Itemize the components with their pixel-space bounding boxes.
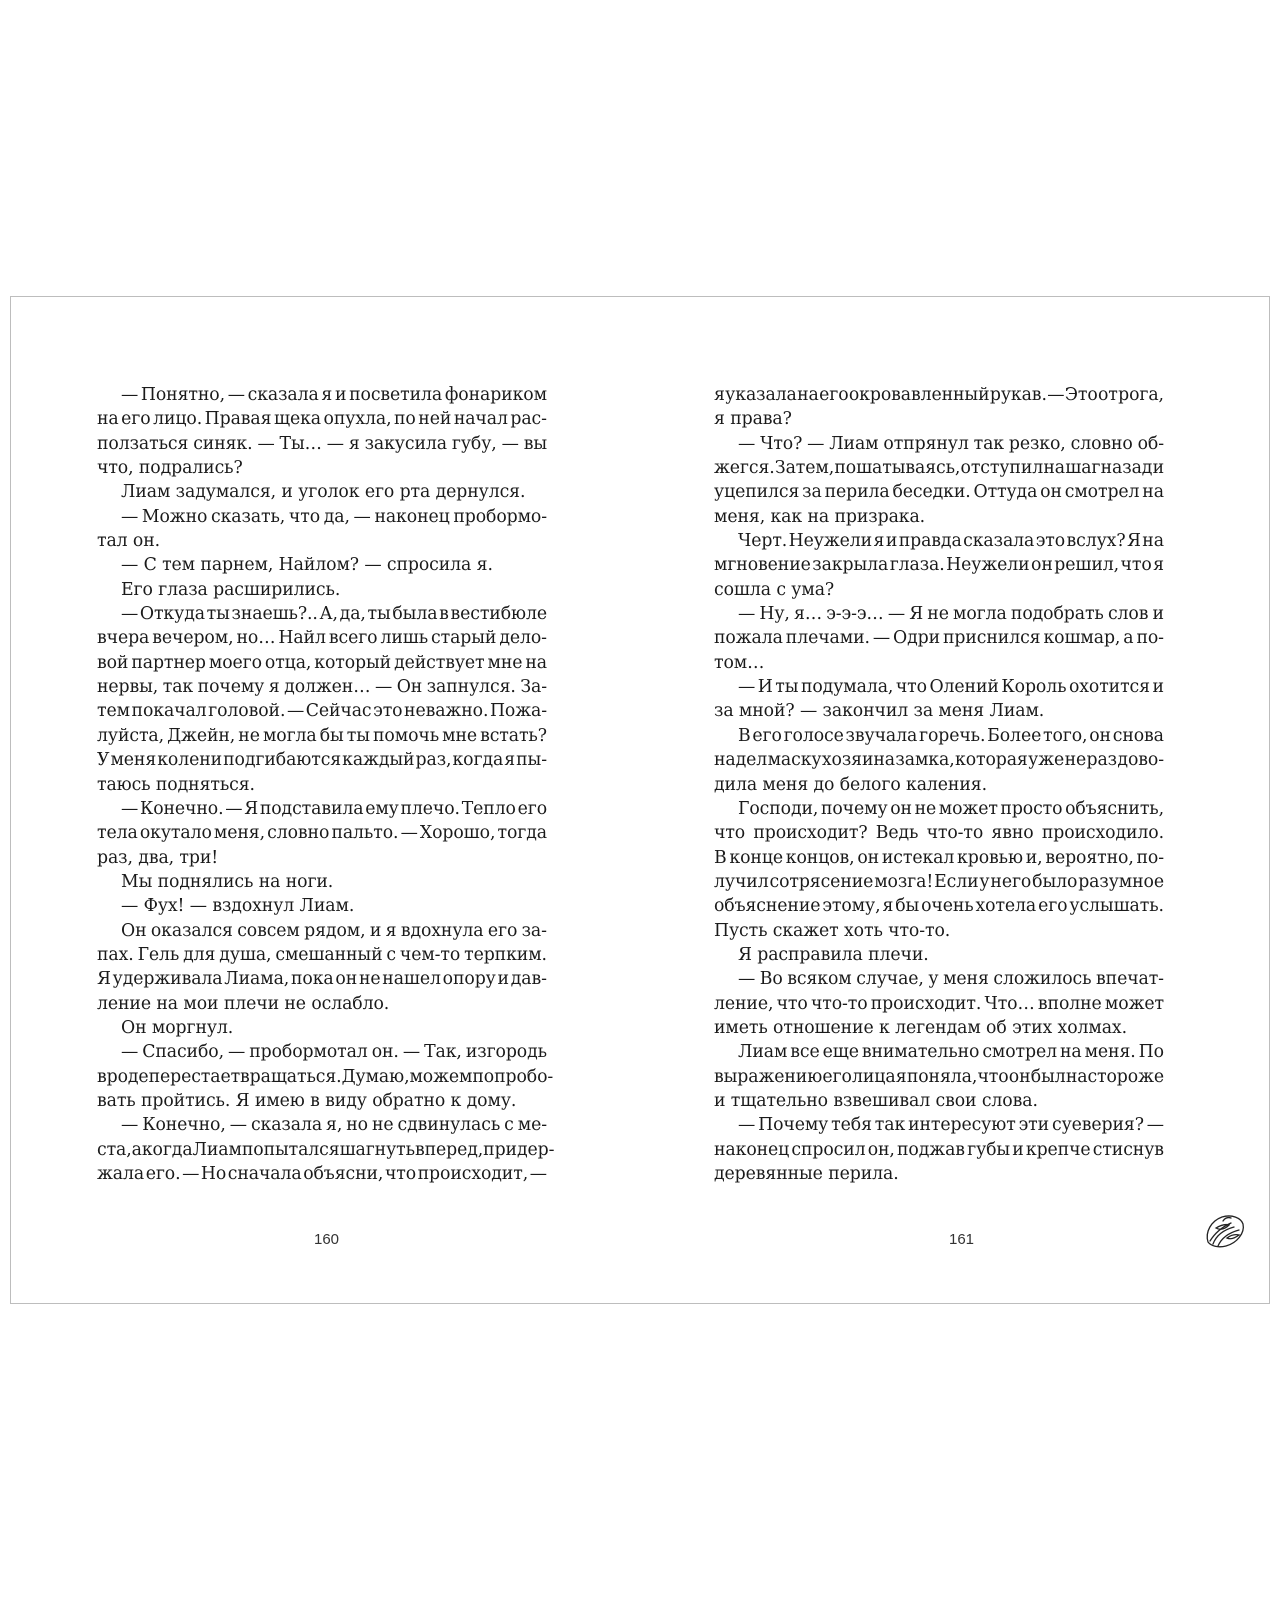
text-line: — Ну, я… э-э-э… — Я не могла подобрать слов и	[738, 604, 1164, 625]
text-line: — Можно сказать, что да, — наконец пробормо-	[121, 506, 547, 527]
text-line: — Фух! — вздохнул Лиам.	[121, 896, 355, 917]
text-line: уцепился за перила беседки. Оттуда он смотрел на	[714, 482, 1164, 503]
left-page-text	[97, 383, 555, 1186]
text-line: — Конечно. — Я подставила ему плечо. Тепло его	[121, 798, 547, 819]
text-line: ста, а когда Лиам попытался шагнуть вперед, придер-	[97, 1139, 555, 1160]
leaf-ornament-icon	[1201, 1208, 1247, 1254]
text-line: Господи, почему он не может просто объяснить,	[738, 798, 1164, 819]
text-line: — Во всяком случае, у меня сложилось впечат-	[738, 969, 1164, 990]
text-line: ползаться синяк. — Ты… — я закусила губу, — вы	[97, 433, 547, 454]
text-line: Я расправила плечи.	[738, 944, 929, 965]
text-line: Я удерживала Лиама, пока он не нашел опору и дав-	[97, 969, 547, 990]
left-page-number: 160	[314, 1231, 340, 1248]
text-line: ление, что что-то происходит. Что… вполне может	[714, 993, 1164, 1014]
text-line: В его голосе звучала горечь. Более того, он снова	[738, 725, 1164, 746]
text-line: иметь отношение к легендам об этих холмах.	[714, 1017, 1127, 1038]
text-line: Он оказался совсем рядом, и я вдохнула его за-	[121, 920, 547, 941]
text-line: У меня колени подгибаются каждый раз, когда я пы-	[97, 750, 547, 771]
text-line: луйста, Джейн, не могла бы ты помочь мне встать?	[97, 725, 547, 746]
text-line: нервы, так почему я должен… — Он запнулся. За-	[97, 677, 547, 698]
text-line: — Откуда ты знаешь?.. А, да, ты была в вестибюле	[121, 604, 547, 625]
text-line: — Понятно, — сказала я и посветила фонариком	[121, 385, 547, 405]
text-line: тем покачал головой. — Сейчас это неважно. Пожа-	[97, 701, 547, 722]
text-line: — Конечно, — сказала я, но не сдвинулась с ме-	[121, 1115, 547, 1136]
text-line: В конце концов, он истекал кровью и, вероятно, по-	[714, 847, 1164, 868]
text-line: выражению его лица я поняла, что он был настороже	[714, 1066, 1164, 1087]
text-line: вроде перестает вращаться. Думаю, можем попробо-	[97, 1066, 554, 1087]
text-line: дила меня до белого каления.	[714, 774, 987, 795]
text-line: что, подрались?	[97, 458, 243, 479]
text-line: Лиам задумался, и уголок его рта дернулся.	[121, 482, 526, 503]
text-line: пожала плечами. — Одри приснился кошмар, а по-	[714, 628, 1164, 649]
text-line: надел маску хозяина замка, которая уже не раз дово-	[714, 750, 1164, 771]
text-line: сошла с ума?	[714, 579, 835, 600]
text-line: на его лицо. Правая щека опухла, по ней начал рас-	[97, 409, 547, 430]
text-line: Он моргнул.	[121, 1017, 234, 1038]
text-line: вой партнер моего отца, который действует мне на	[97, 652, 547, 673]
text-line: Черт. Неужели я и правда сказала это вслух? Я на	[738, 531, 1164, 552]
text-line: — Спасибо, — пробормотал он. — Так, изгородь	[121, 1042, 547, 1063]
text-line: — И ты подумала, что Олений Король охотится и	[738, 677, 1164, 698]
text-line: объяснение этому, я бы очень хотела его услышать.	[714, 896, 1164, 917]
text-line: Лиам все еще внимательно смотрел на меня. По	[738, 1042, 1164, 1063]
right-page-number: 161	[949, 1231, 975, 1248]
text-line: и тщательно взвешивал свои слова.	[714, 1090, 1038, 1111]
right-page-text	[714, 383, 1164, 1186]
text-line: деревянные перила.	[714, 1164, 899, 1184]
text-line: — С тем парнем, Найлом? — спросила я.	[121, 555, 493, 576]
text-line: жегся. Затем, пошатываясь, отступил на шаг назад и	[714, 458, 1164, 479]
text-line: тал он.	[97, 531, 161, 552]
text-line: таюсь подняться.	[97, 774, 255, 795]
text-line: жала его. — Но сначала объясни, что происходит, —	[97, 1164, 547, 1184]
text-line: том…	[714, 652, 765, 673]
text-line: вать пройтись. Я имею в виду обратно к дому.	[97, 1090, 517, 1111]
text-line: раз, два, три!	[97, 847, 219, 868]
book-spread	[10, 296, 1270, 1304]
text-line: меня, как на призрака.	[714, 506, 926, 527]
text-line: ление на мои плечи не ослабло.	[97, 993, 390, 1014]
text-line: что происходит? Ведь что-то явно происходило.	[714, 823, 1164, 844]
text-line: за мной? — закончил за меня Лиам.	[714, 701, 1045, 722]
text-line: вчера вечером, но… Найл всего лишь старый дело-	[97, 628, 547, 649]
text-line: мгновение закрыла глаза. Неужели он решил, что я	[714, 555, 1164, 576]
text-line: Пусть скажет хоть что-то.	[714, 920, 951, 941]
text-line: лучил сотрясение мозга! Если у него было разумное	[714, 871, 1164, 892]
text-line: я указала на его окровавленный рукав. — Это от рога,	[714, 385, 1164, 405]
text-line: пах. Гель для душа, смешанный с чем-то терпким.	[97, 944, 547, 965]
text-line: я права?	[714, 409, 792, 430]
text-line: — Почему тебя так интересуют эти суеверия? —	[738, 1115, 1164, 1136]
text-line: Его глаза расширились.	[121, 579, 341, 600]
text-line: наконец спросил он, поджав губы и крепче стиснув	[714, 1139, 1164, 1160]
text-line: Мы поднялись на ноги.	[121, 871, 334, 892]
text-line: тела окутало меня, словно пальто. — Хорошо, тогда	[97, 823, 547, 844]
text-line: — Что? — Лиам отпрянул так резко, словно об-	[738, 433, 1164, 454]
